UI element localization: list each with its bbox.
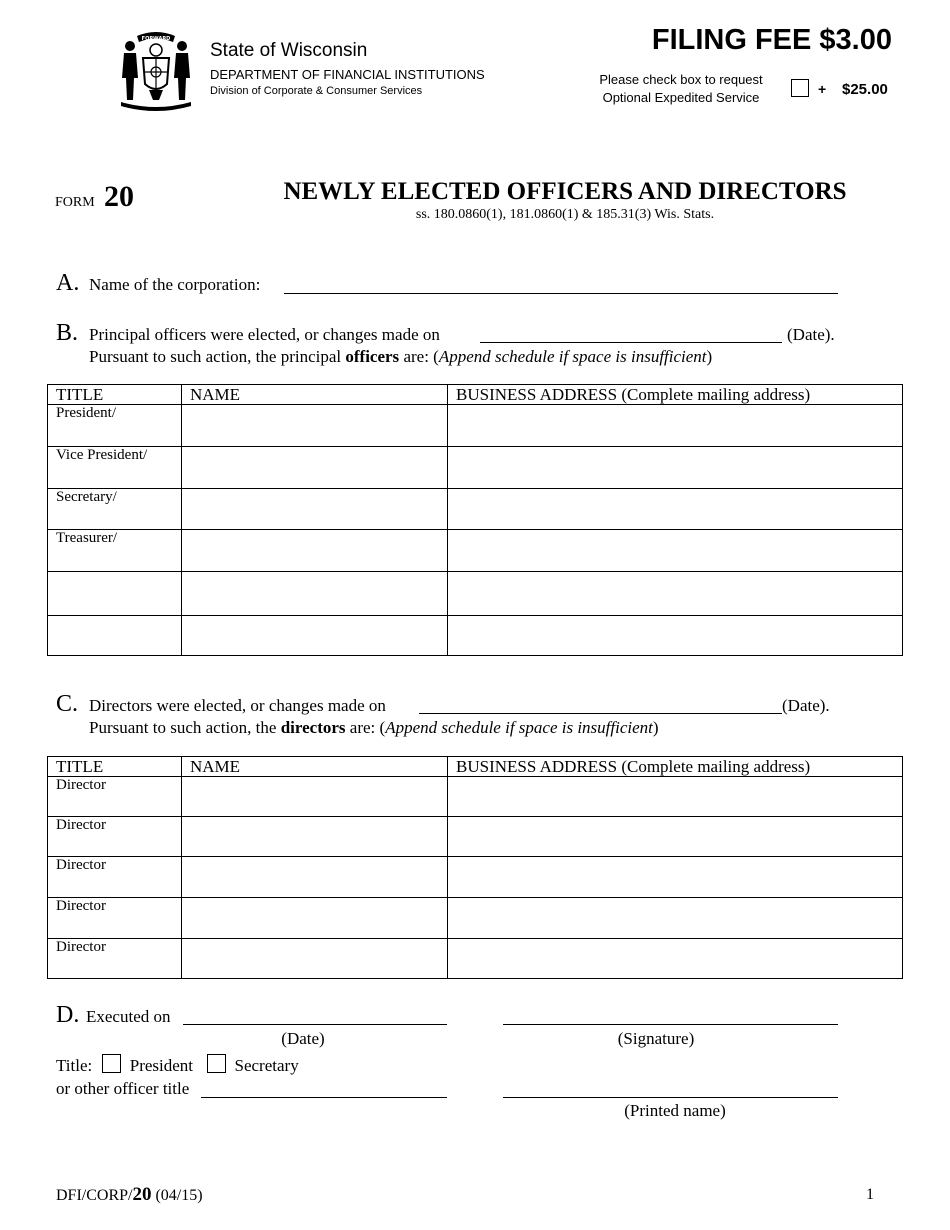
form-prefix: FORM [55, 195, 95, 210]
director-title-cell: Director [48, 857, 182, 898]
director-title-cell: Director [48, 777, 182, 817]
section-d-label: D. [56, 1002, 80, 1028]
director-name-cell[interactable] [182, 777, 448, 817]
directors-header-title: TITLE [48, 757, 182, 777]
table-row [48, 447, 903, 489]
signature-label: (Signature) [617, 1029, 695, 1048]
officer-name-cell[interactable] [182, 616, 448, 656]
officer-title-cell: Treasurer/ [48, 530, 182, 572]
officer-name-cell[interactable] [182, 405, 448, 447]
director-title-cell: Director [48, 939, 182, 979]
directors-header-address: BUSINESS ADDRESS (Complete mailing address) [448, 757, 903, 777]
officer-title-cell: Vice President/ [48, 447, 182, 489]
corporation-name-field[interactable] [284, 293, 838, 294]
printed-name-label: (Printed name) [624, 1101, 726, 1120]
expedite-line-1: Please check box to request [599, 72, 763, 87]
date-label: (Date) [281, 1029, 325, 1048]
directors-date-suffix: (Date). [782, 696, 830, 715]
officers-date-field[interactable] [480, 342, 782, 343]
officers-header-address: BUSINESS ADDRESS (Complete mailing address) [448, 385, 903, 405]
executed-date-field[interactable] [183, 1024, 447, 1025]
table-row [48, 898, 903, 939]
statute-references: ss. 180.0860(1), 181.0860(1) & 185.31(3) Wis. Stats. [415, 207, 715, 222]
secretary-label: Secretary [234, 1056, 299, 1075]
executed-on-label: Executed on [86, 1007, 171, 1026]
form-number: 20 [104, 180, 134, 213]
director-address-cell[interactable] [448, 857, 903, 898]
president-checkbox[interactable] [102, 1054, 121, 1073]
officers-table [47, 384, 903, 656]
director-address-cell[interactable] [448, 777, 903, 817]
table-row [48, 857, 903, 898]
director-name-cell[interactable] [182, 817, 448, 857]
division-name: Division of Corporate & Consumer Services [210, 85, 423, 97]
state-seal-icon [113, 26, 199, 112]
section-a-label: A. [56, 270, 80, 296]
directors-bold-word: directors [280, 718, 346, 737]
officers-pursuant-pre: Pursuant to such action, the principal [89, 347, 342, 366]
title-label: Title: [56, 1056, 93, 1075]
expedite-instructions [585, 71, 777, 107]
officer-address-cell[interactable] [448, 405, 903, 447]
president-label: President [129, 1056, 194, 1075]
director-name-cell[interactable] [182, 857, 448, 898]
svg-text:FORWARD: FORWARD [141, 36, 171, 42]
officer-name-cell[interactable] [182, 530, 448, 572]
directors-pursuant-text [89, 718, 659, 738]
secretary-checkbox[interactable] [207, 1054, 226, 1073]
officers-note-close: ) [706, 347, 713, 366]
directors-header-name: NAME [182, 757, 448, 777]
form-code-prefix: DFI/CORP/ [56, 1187, 133, 1204]
officer-title-cell[interactable] [48, 572, 182, 616]
director-address-cell[interactable] [448, 817, 903, 857]
officers-header-title: TITLE [48, 385, 182, 405]
signature-field[interactable] [503, 1024, 838, 1025]
form-code-number: 20 [132, 1184, 152, 1205]
officer-address-cell[interactable] [448, 530, 903, 572]
form-code [56, 1184, 203, 1206]
table-row [48, 939, 903, 979]
officers-header-row [48, 385, 903, 405]
section-c-label: C. [56, 691, 79, 717]
corporation-name-label: Name of the corporation: [89, 275, 261, 294]
director-title-cell: Director [48, 898, 182, 939]
officers-pursuant-post: are: ( [403, 347, 439, 366]
table-row [48, 530, 903, 572]
officer-name-cell[interactable] [182, 447, 448, 489]
section-b-label: B. [56, 320, 79, 346]
officer-title-cell: Secretary/ [48, 489, 182, 530]
officer-address-cell[interactable] [448, 489, 903, 530]
expedite-plus: + [818, 81, 827, 97]
table-row [48, 405, 903, 447]
form-code-date: (04/15) [155, 1187, 203, 1204]
directors-note-close: ) [652, 718, 659, 737]
officer-title-cell: President/ [48, 405, 182, 447]
printed-name-field[interactable] [503, 1097, 838, 1098]
officer-title-cell[interactable] [48, 616, 182, 656]
expedite-line-2: Optional Expedited Service [602, 90, 760, 105]
table-row [48, 616, 903, 656]
directors-pursuant-pre: Pursuant to such action, the [89, 718, 277, 737]
officer-name-cell[interactable] [182, 572, 448, 616]
officers-bold-word: officers [345, 347, 400, 366]
table-row [48, 777, 903, 817]
expedite-fee: $25.00 [842, 81, 888, 98]
director-address-cell[interactable] [448, 939, 903, 979]
table-row [48, 572, 903, 616]
directors-schedule-note: Append schedule if space is insufficient [385, 718, 653, 737]
table-row [48, 489, 903, 530]
directors-table [47, 756, 903, 979]
director-title-cell: Director [48, 817, 182, 857]
other-officer-title-field[interactable] [201, 1097, 447, 1098]
officer-address-cell[interactable] [448, 616, 903, 656]
officers-date-suffix: (Date). [787, 325, 835, 344]
officers-elected-text: Principal officers were elected, or changes made on [89, 325, 440, 344]
directors-elected-text: Directors were elected, or changes made on [89, 696, 386, 715]
expedite-checkbox[interactable] [791, 79, 809, 97]
directors-date-field[interactable] [419, 713, 782, 714]
title-selection [56, 1054, 299, 1076]
officers-pursuant-text [89, 347, 712, 367]
filing-fee: FILING FEE $3.00 [651, 24, 892, 56]
officers-schedule-note: Append schedule if space is insufficient [438, 347, 707, 366]
officer-name-cell[interactable] [182, 489, 448, 530]
agency-name: State of Wisconsin [210, 40, 368, 61]
other-officer-title-label: or other officer title [56, 1079, 190, 1098]
department-name: DEPARTMENT OF FINANCIAL INSTITUTIONS [210, 67, 485, 82]
directors-header-row [48, 757, 903, 777]
officer-address-cell[interactable] [448, 447, 903, 489]
table-row [48, 817, 903, 857]
directors-pursuant-post: are: ( [349, 718, 386, 737]
director-name-cell[interactable] [182, 898, 448, 939]
officers-header-name: NAME [182, 385, 448, 405]
director-name-cell[interactable] [182, 939, 448, 979]
director-address-cell[interactable] [448, 898, 903, 939]
page-number: 1 [866, 1186, 874, 1203]
officer-address-cell[interactable] [448, 572, 903, 616]
form-title: NEWLY ELECTED OFFICERS AND DIRECTORS [283, 178, 847, 205]
